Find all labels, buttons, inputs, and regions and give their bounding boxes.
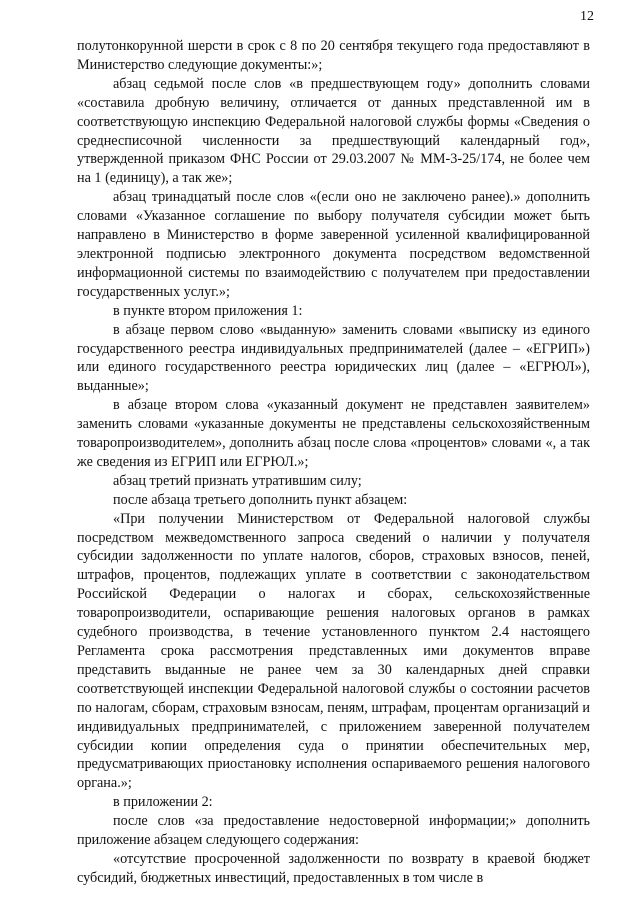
page-number: 12 <box>580 9 594 24</box>
paragraph: «отсутствие просроченной задолженности по возврату в краевой бюджет субсидий, бюджетных инвестиций, предоставленных в том числе в <box>77 850 590 886</box>
paragraph: абзац третий признать утратившим силу; <box>113 472 362 489</box>
paragraph: абзац седьмой после слов «в предшествующем году» дополнить словами «составила дробную величину, отличается от данных представленной им в соответствующую инспекцию Федеральной налоговой службы формы «Сведения о среднесписочной численности за предшествующий календарный год», утвержденной приказом ФНС России от 29.03.2007 № ММ-3-25/174, не более чем на 1 (единицу), а так же»; <box>77 75 590 187</box>
paragraph: в абзаце первом слово «выданную» заменить словами «выписку из единого государственного реестра индивидуальных предпринимателей (далее – «ЕГРИП») или единого государственного реестра юридических лиц (далее – «ЕГРЮЛ»), выданные»; <box>77 321 590 395</box>
paragraph: полутонкорунной шерсти в срок с 8 по 20 сентября текущего года предоставляют в Министерство следующие документы:»; <box>77 38 590 73</box>
document-body <box>77 37 590 888</box>
paragraph: «При получении Министерством от Федеральной налоговой службы посредством межведомственного запроса сведений о наличии у получателя субсидии задолженности по уплате налогов, сборов, страховых взносов, пеней, штрафов, процентов, подлежащих уплате в соответствии с законодательством Российской Федерации о налогах и сборах, сельскохозяйственные товаропроизводители, оспаривающие решения налоговых органов в рамках судебного производства, в течение установленного пунктом 2.4 настоящего Регламента срока рассмотрения представленных ими документов вправе представить выданные не ранее чем за 30 календарных дней справки соответствующей инспекции Федеральной налоговой службы о состоянии расчетов по налогам, сборам, страховым взносам, пеням, штрафам, процентам организаций и индивидуальных предпринимателей, с приложением заверенной получателем субсидии копии определения суда о принятии обеспечительных мер, предусматривающих приостановку исполнения оспариваемого решения налогового органа.»; <box>77 510 590 792</box>
paragraph: после абзаца третьего дополнить пункт абзацем: <box>113 491 408 508</box>
paragraph: в пункте втором приложения 1: <box>113 302 303 319</box>
paragraph: абзац тринадцатый после слов «(если оно не заключено ранее).» дополнить словами «Указанное соглашение по выбору получателя субсидии может быть направлено в Министерство в форме заверенной усиленной квалифицированной электронной подписью электронного документа посредством ведомственной информационной системы по взаимодействию с получателем при предоставлении государственных услуг.»; <box>77 189 590 300</box>
paragraph: после слов «за предоставление недостоверной информации;» дополнить приложение абзацем следующего содержания: <box>77 813 590 849</box>
paragraph: в приложении 2: <box>113 794 213 811</box>
paragraph: в абзаце втором слова «указанный документ не представлен заявителем» заменить словами «указанные документы не представлены сельскохозяйственным товаропроизводителем», дополнить абзац после слова «процентов» словами «, а так же сведения из ЕГРИП или ЕГРЮЛ.»; <box>77 397 590 470</box>
